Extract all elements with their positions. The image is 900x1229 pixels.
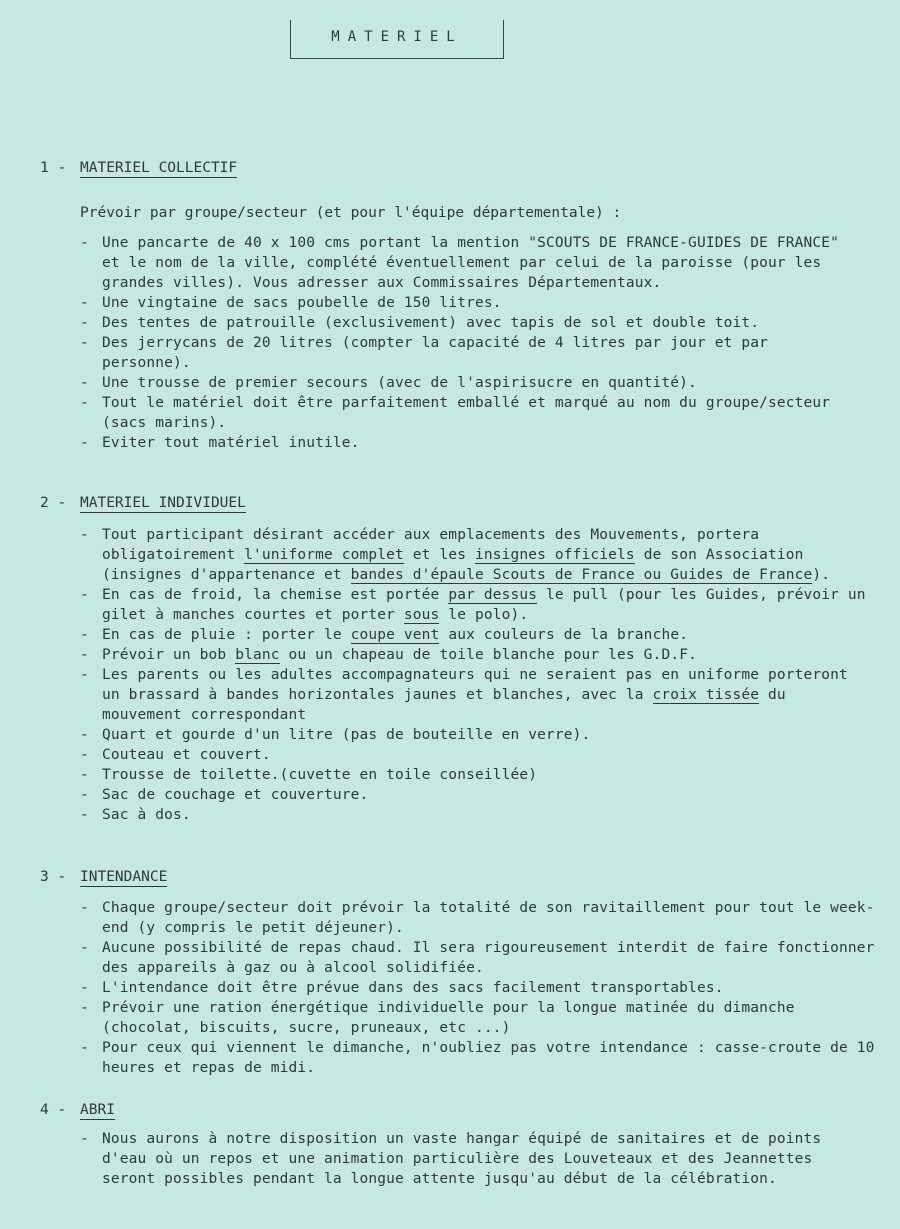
list-item bbox=[80, 725, 866, 745]
text-run: Sac de couchage et couverture. bbox=[102, 787, 369, 803]
underlined-text: bandes d'épaule Scouts de France ou Guides de France bbox=[350, 567, 813, 583]
underlined-text: sous bbox=[403, 607, 440, 623]
list-item bbox=[80, 585, 866, 625]
text-run: Tout participant désirant accéder aux emplacements des Mouvements, portera obligatoirement bbox=[102, 527, 760, 563]
text-run: du mouvement correspondant bbox=[102, 687, 786, 723]
text-run: Couteau et couvert. bbox=[102, 747, 271, 763]
section-title: MATERIEL INDIVIDUEL bbox=[80, 495, 246, 511]
text-run: ou un chapeau de toile blanche pour les G.D.F. bbox=[279, 647, 697, 663]
underlined-text: blanc bbox=[235, 647, 280, 663]
list-item: - Une trousse de premier secours (avec de l'aspirisucre en quantité). bbox=[80, 373, 860, 393]
text-run: Quart et gourde d'un litre (pas de bouteille en verre). bbox=[102, 727, 591, 743]
list-item: - Une vingtaine de sacs poubelle de 150 litres. bbox=[80, 293, 860, 313]
text-run: Sac à dos. bbox=[102, 807, 191, 823]
section-number: 1 - bbox=[40, 160, 67, 176]
section-heading bbox=[40, 1100, 890, 1120]
list-item: - Aucune possibilité de repas chaud. Il sera rigoureusement interdit de faire fonctionner des appareils à gaz ou à alcool solidifiée. bbox=[80, 938, 890, 978]
list-item: - Prévoir une ration énergétique individuelle pour la longue matinée du dimanche (chocolat, biscuits, sucre, pruneaux, etc ...) bbox=[80, 998, 890, 1038]
list-item bbox=[80, 805, 866, 825]
list-item bbox=[80, 625, 866, 645]
section-heading bbox=[40, 867, 890, 887]
title-box bbox=[290, 20, 504, 59]
text-run: aux couleurs de la branche. bbox=[439, 627, 689, 643]
list-item: - Tout le matériel doit être parfaitement emballé et marqué au nom du groupe/secteur (sacs marins). bbox=[80, 393, 860, 433]
section-heading bbox=[40, 493, 890, 513]
text-run: le polo). bbox=[439, 607, 529, 623]
page-title: MATERIEL bbox=[331, 29, 463, 45]
section-title: MATERIEL COLLECTIF bbox=[80, 160, 238, 176]
list-item bbox=[80, 665, 866, 725]
section-4-list bbox=[40, 1129, 860, 1189]
section-materiel-individuel bbox=[40, 493, 890, 513]
list-item: - Nous aurons à notre disposition un vaste hangar équipé de sanitaires et de points d'eau où un repos et une animation particulière des Louveteaux et des Jeannettes seront possibles pendant la longue attente jusqu'au début de la célébration. bbox=[80, 1129, 860, 1189]
text-run: Prévoir un bob bbox=[102, 647, 236, 663]
section-number: 4 - bbox=[40, 1102, 67, 1118]
section-abri bbox=[40, 1100, 890, 1120]
underlined-text: insignes officiels bbox=[474, 547, 635, 563]
section-number: 2 - bbox=[40, 495, 67, 511]
text-run: ). bbox=[812, 567, 831, 583]
list-item: - Chaque groupe/secteur doit prévoir la totalité de son ravitaillement pour tout le week-end (y compris le petit déjeuner). bbox=[80, 898, 890, 938]
text-run: Trousse de toilette.(cuvette en toile conseillée) bbox=[102, 767, 538, 783]
section-intro: Prévoir par groupe/secteur (et pour l'équipe départementale) : bbox=[80, 205, 622, 221]
list-item: - L'intendance doit être prévue dans des sacs facilement transportables. bbox=[80, 978, 890, 998]
list-item bbox=[80, 765, 866, 785]
underlined-text: croix tissée bbox=[652, 687, 760, 703]
list-item bbox=[80, 525, 866, 585]
underlined-text: coupe vent bbox=[350, 627, 440, 643]
list-item: - Une pancarte de 40 x 100 cms portant la mention "SCOUTS DE FRANCE-GUIDES DE FRANCE" et le nom de la ville, complété éventuellement par celui de la paroisse (pour les grandes villes). Vous adresser aux Commissaires Départementaux. bbox=[80, 233, 860, 293]
list-item bbox=[80, 645, 866, 665]
text-run: En cas de pluie : porter le bbox=[102, 627, 351, 643]
text-run: En cas de froid, la chemise est portée bbox=[102, 587, 449, 603]
text-run: le pull (pour les Guides, prévoir un gilet à manches courtes et porter bbox=[102, 587, 866, 623]
underlined-text: par dessus bbox=[448, 587, 538, 603]
text-run: et les bbox=[403, 547, 475, 563]
list-item: - Pour ceux qui viennent le dimanche, n'oubliez pas votre intendance : casse-croute de 10 heures et repas de midi. bbox=[80, 1038, 890, 1078]
section-2-list bbox=[40, 525, 866, 825]
section-intendance bbox=[40, 867, 890, 887]
list-item: - Des tentes de patrouille (exclusivement) avec tapis de sol et double toit. bbox=[80, 313, 860, 333]
section-3-list bbox=[40, 898, 890, 1078]
section-materiel-collectif bbox=[40, 158, 890, 178]
text-run: Les parents ou les adultes accompagnateurs qui ne seraient pas en uniforme porteront un brassard à bandes horizontales jaunes et blanches, avec la bbox=[102, 667, 848, 703]
section-1-list bbox=[40, 233, 860, 453]
list-item bbox=[80, 745, 866, 765]
section-title: INTENDANCE bbox=[80, 869, 168, 885]
list-item: - Des jerrycans de 20 litres (compter la capacité de 4 litres par jour et par personne). bbox=[80, 333, 860, 373]
item-list bbox=[40, 898, 890, 1078]
section-number: 3 - bbox=[40, 869, 67, 885]
item-list bbox=[40, 1129, 860, 1189]
text-run: de son Association (insignes d'appartenance et bbox=[102, 547, 804, 583]
item-list bbox=[40, 233, 860, 453]
section-title: ABRI bbox=[80, 1102, 115, 1118]
item-list bbox=[40, 525, 866, 825]
underlined-text: l'uniforme complet bbox=[244, 547, 404, 563]
list-item: - Eviter tout matériel inutile. bbox=[80, 433, 860, 453]
list-item bbox=[80, 785, 866, 805]
section-heading bbox=[40, 158, 890, 178]
